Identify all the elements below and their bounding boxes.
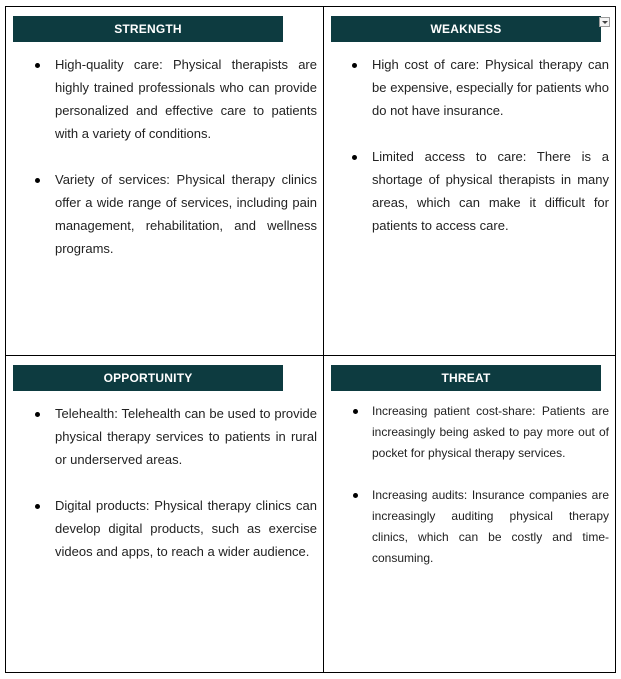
list-item [372, 401, 609, 464]
list-item [55, 53, 317, 145]
weakness-cell [324, 7, 616, 355]
strength-list [55, 53, 317, 260]
list-item [372, 485, 609, 569]
opportunity-header: OPPORTUNITY [13, 365, 283, 391]
strength-cell [6, 7, 323, 355]
list-item-text: Limited access to care: There is a shortage of physical therapists in many areas, which can make it difficult for patients to access care. [372, 149, 609, 233]
list-item [55, 402, 317, 471]
bullet-icon [35, 178, 40, 183]
weakness-list [372, 53, 609, 237]
opportunity-cell [6, 356, 323, 672]
threat-list [372, 401, 609, 590]
list-item-text: Increasing patient cost-share: Patients are increasingly being asked to pay more out of pocket for physical therapy services. [372, 404, 609, 460]
list-item-text: Variety of services: Physical therapy clinics offer a wide range of services, including pain management, rehabilitation, and wellness programs. [55, 172, 317, 256]
list-item [55, 494, 317, 563]
bullet-icon [352, 155, 357, 160]
opportunity-list [55, 402, 317, 563]
bullet-icon [35, 504, 40, 509]
list-item-text: Telehealth: Telehealth can be used to provide physical therapy services to patients in rural or underserved areas. [55, 406, 317, 467]
list-item [372, 145, 609, 237]
bullet-icon [352, 63, 357, 68]
list-item-text: Increasing audits: Insurance companies are increasingly auditing physical therapy clinics, which can be costly and time-consuming. [372, 488, 609, 565]
list-item-text: Digital products: Physical therapy clinics can develop digital products, such as exercise videos and apps, to reach a wider audience. [55, 498, 317, 559]
list-item [55, 168, 317, 260]
list-item-text: High cost of care: Physical therapy can be expensive, especially for patients who do not have insurance. [372, 57, 609, 118]
bullet-icon [35, 412, 40, 417]
bullet-icon [35, 63, 40, 68]
threat-cell [324, 356, 616, 672]
strength-header: STRENGTH [13, 16, 283, 42]
list-item [372, 53, 609, 122]
weakness-header: WEAKNESS [331, 16, 601, 42]
list-item-text: High-quality care: Physical therapists are highly trained professionals who can provide personalized and effective care to patients with a variety of conditions. [55, 57, 317, 141]
dropdown-arrow-icon[interactable] [599, 17, 610, 27]
bullet-icon [353, 493, 358, 498]
swot-table [5, 6, 616, 673]
threat-header: THREAT [331, 365, 601, 391]
bullet-icon [353, 409, 358, 414]
